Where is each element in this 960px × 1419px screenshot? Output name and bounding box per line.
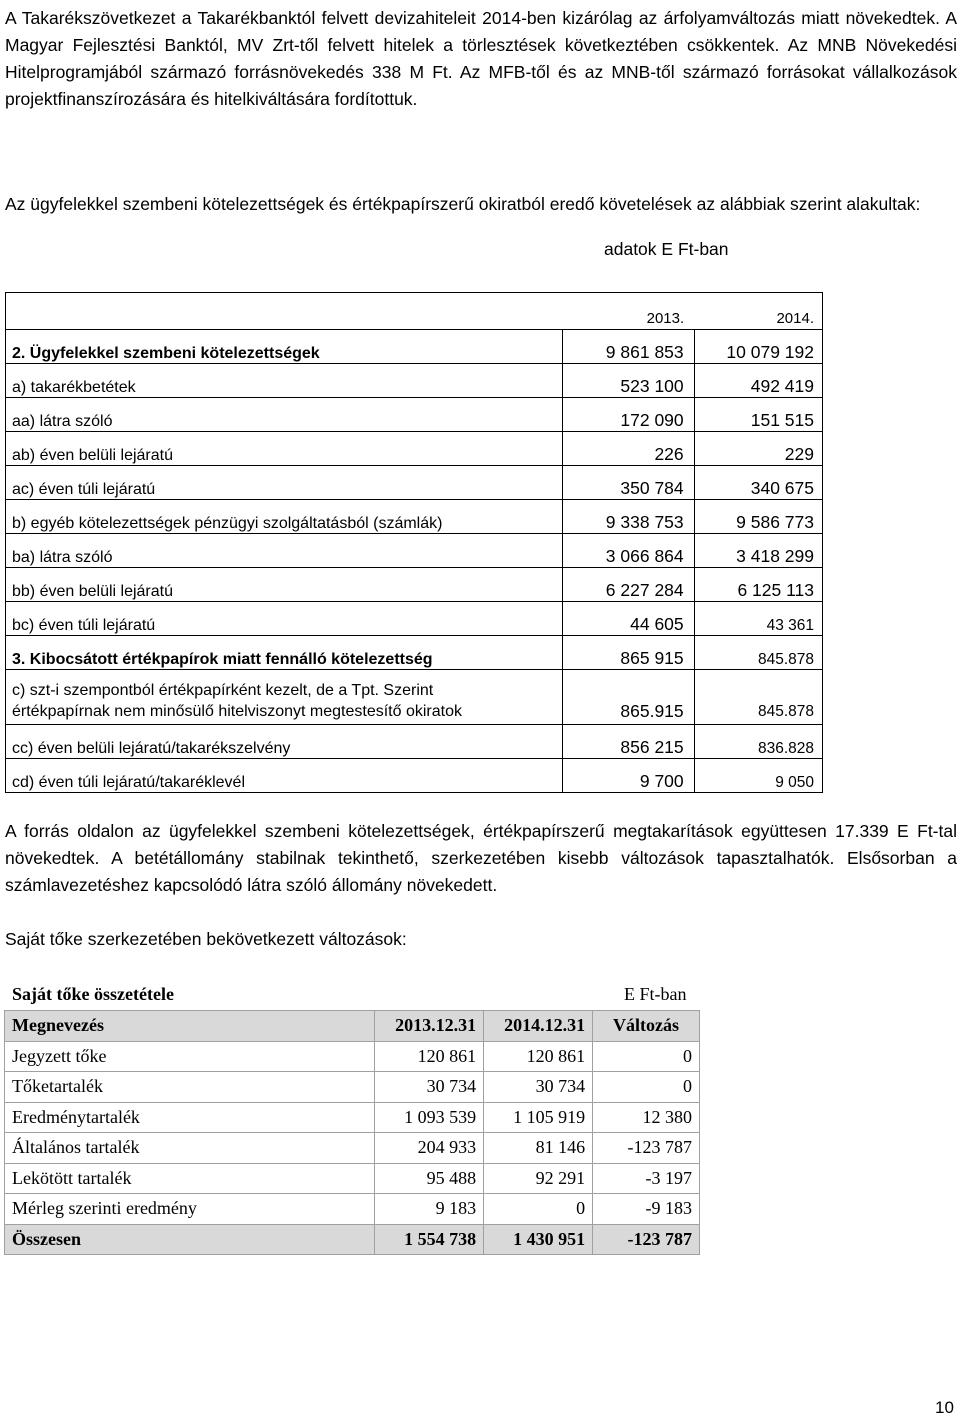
row-label [6,670,563,725]
table-header-row [6,293,823,330]
table-row [5,1163,700,1194]
table-row [6,432,823,466]
equity-name: Mérleg szerinti eredmény [5,1194,375,1225]
row-label-line1: c) szt-i szempontból értékpapírként kezelt, de a Tpt. Szerint [12,682,434,699]
value-2014: 9 586 773 [694,500,822,534]
total-change: -123 787 [593,1224,700,1255]
table-row [6,466,823,500]
total-2014: 1 430 951 [484,1224,593,1255]
header-change: Változás [593,1011,700,1042]
equity-table-unit: E Ft-ban [624,984,687,1004]
value-2013: 226 [563,432,695,466]
table-row [6,759,823,793]
header-name: Megnevezés [5,1011,375,1042]
value-2014: 229 [694,432,822,466]
equity-2014: 0 [484,1194,593,1225]
table-row [5,1072,700,1103]
value-2013: 865.915 [563,670,695,725]
value-2014: 10 079 192 [694,330,822,364]
table-row [5,1194,700,1225]
row-label: a) takarékbetétek [6,364,563,398]
equity-change: 0 [593,1072,700,1103]
equity-2014: 120 861 [484,1041,593,1072]
table-row [6,636,823,670]
table-row [5,1102,700,1133]
row-label: bc) éven túli lejáratú [6,602,563,636]
equity-name: Általános tartalék [5,1133,375,1164]
equity-2013: 95 488 [375,1163,484,1194]
sources-paragraph: A forrás oldalon az ügyfelekkel szembeni kötelezettségek, értékpapírszerű megtakarítások együttesen 17.339 E Ft-tal növekedtek. A betétállomány stabilnak tekinthető, szerkezetében kisebb változások tapasztalhatók. Elsősorban a számlavezetéshez kapcsolódó látra szóló állomány növekedett. [5,820,957,895]
row-label: cd) éven túli lejáratú/takaréklevél [6,759,563,793]
row-label: bb) éven belüli lejáratú [6,568,563,602]
total-2013: 1 554 738 [375,1224,484,1255]
liabilities-table [5,292,823,793]
row-label: 2. Ügyfelekkel szembeni kötelezettségek [6,330,563,364]
liabilities-intro: Az ügyfelekkel szembeni kötelezettségek és értékpapírszerű okiratból eredő követelések az alábbiak szerint alakultak: [5,193,921,214]
row-label: ac) éven túli lejáratú [6,466,563,500]
equity-2013: 1 093 539 [375,1102,484,1133]
equity-name: Eredménytartalék [5,1102,375,1133]
equity-change: -123 787 [593,1133,700,1164]
table-header-row [5,1011,700,1042]
value-2013: 172 090 [563,398,695,432]
row-label: b) egyéb kötelezettségek pénzügyi szolgáltatásból (számlák) [6,500,563,534]
row-label: cc) éven belüli lejáratú/takarékszelvény [6,725,563,759]
value-2013: 523 100 [563,364,695,398]
row-label: aa) látra szóló [6,398,563,432]
header-2013: 2013. [563,293,695,330]
equity-2013: 204 933 [375,1133,484,1164]
table-row [6,330,823,364]
page-number: 10 [935,1398,954,1417]
value-2013: 9 861 853 [563,330,695,364]
equity-intro: Saját tőke szerkezetében bekövetkezett változások: [5,928,407,949]
equity-change: 0 [593,1041,700,1072]
value-2013: 9 338 753 [563,500,695,534]
value-2014: 340 675 [694,466,822,500]
equity-table [4,1010,700,1255]
row-label: ba) látra szóló [6,534,563,568]
table-row [5,1133,700,1164]
value-2013: 3 066 864 [563,534,695,568]
equity-2013: 30 734 [375,1072,484,1103]
intro-paragraph: A Takarékszövetkezet a Takarékbanktól felvett devizahiteleit 2014-ben kizárólag az árfolyamváltozás miatt növekedtek. A Magyar Fejlesztési Banktól, MV Zrt-től felvett hitelek a törlesztések következtében csökkentek. Az MNB Növekedési Hitelprogramjából származó forrásnövekedés 338 M Ft. Az MFB-től és az MNB-től származó forrásokat vállalkozások projektfinanszírozására és hitelkiváltására fordítottuk. [5,7,957,109]
table-row [5,1041,700,1072]
value-2014: 492 419 [694,364,822,398]
header-2013: 2013.12.31 [375,1011,484,1042]
row-label: ab) éven belüli lejáratú [6,432,563,466]
equity-2014: 1 105 919 [484,1102,593,1133]
row-label-line2: értékpapírnak nem minősülő hitelviszonyt megtestesítő okiratok [12,703,462,720]
value-2013: 6 227 284 [563,568,695,602]
total-name: Összesen [5,1224,375,1255]
equity-change: 12 380 [593,1102,700,1133]
value-2013: 350 784 [563,466,695,500]
equity-name: Jegyzett tőke [5,1041,375,1072]
equity-change: -3 197 [593,1163,700,1194]
equity-2014: 81 146 [484,1133,593,1164]
table-row [6,670,823,725]
unit-label: adatok E Ft-ban [604,239,729,259]
equity-2013: 120 861 [375,1041,484,1072]
equity-2013: 9 183 [375,1194,484,1225]
equity-table-title: Saját tőke összetétele [12,984,174,1004]
value-2013: 856 215 [563,725,695,759]
value-2014: 9 050 [694,759,822,793]
value-2014: 845.878 [694,636,822,670]
header-2014: 2014.12.31 [484,1011,593,1042]
value-2014: 3 418 299 [694,534,822,568]
equity-name: Lekötött tartalék [5,1163,375,1194]
value-2013: 865 915 [563,636,695,670]
row-label: 3. Kibocsátott értékpapírok miatt fennálló kötelezettség [6,636,563,670]
value-2013: 44 605 [563,602,695,636]
table-row [6,500,823,534]
equity-name: Tőketartalék [5,1072,375,1103]
table-row [6,364,823,398]
value-2014: 836.828 [694,725,822,759]
table-row [6,534,823,568]
value-2014: 6 125 113 [694,568,822,602]
header-2014: 2014. [694,293,822,330]
value-2014: 151 515 [694,398,822,432]
table-row [6,602,823,636]
table-total-row [5,1224,700,1255]
equity-2014: 30 734 [484,1072,593,1103]
table-row [6,398,823,432]
value-2014: 845.878 [694,670,822,725]
table-row [6,568,823,602]
table-row [6,725,823,759]
equity-change: -9 183 [593,1194,700,1225]
equity-2014: 92 291 [484,1163,593,1194]
value-2014: 43 361 [694,602,822,636]
header-cell [6,293,563,330]
value-2013: 9 700 [563,759,695,793]
